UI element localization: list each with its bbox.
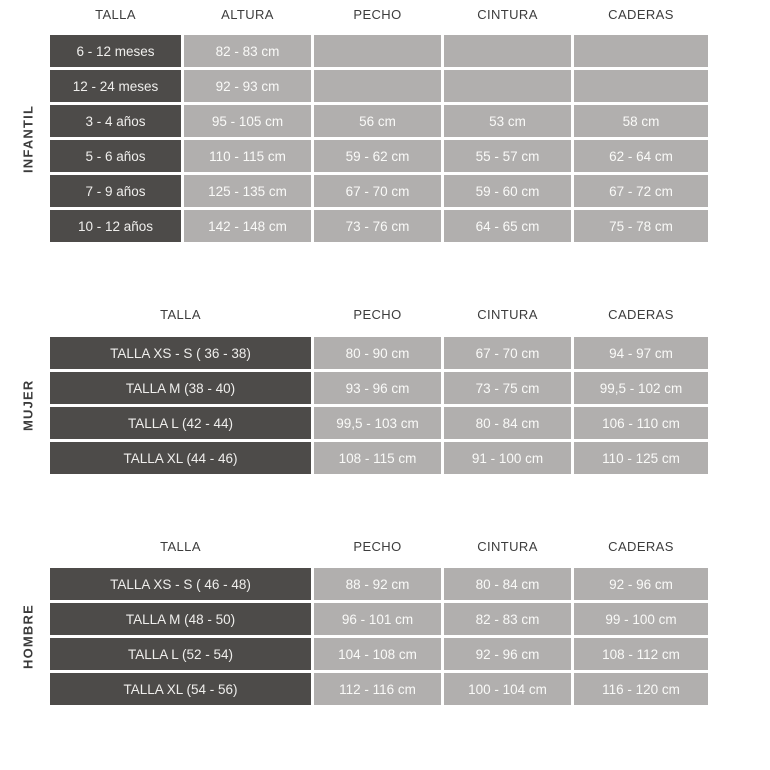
cell-value: 58 cm bbox=[574, 105, 708, 137]
cell-value: 62 - 64 cm bbox=[574, 140, 708, 172]
cell-value: 88 - 92 cm bbox=[314, 568, 441, 600]
cell-value: 67 - 72 cm bbox=[574, 175, 708, 207]
cell-value: 67 - 70 cm bbox=[444, 337, 571, 369]
header-pecho: PECHO bbox=[353, 6, 402, 22]
cell-talla: TALLA L (52 - 54) bbox=[50, 638, 311, 670]
cell-talla: 12 - 24 meses bbox=[50, 70, 181, 102]
header-caderas: CADERAS bbox=[608, 538, 674, 554]
cell-value: 64 - 65 cm bbox=[444, 210, 571, 242]
size-table-mujer bbox=[20, 305, 708, 474]
cell-value: 75 - 78 cm bbox=[574, 210, 708, 242]
cell-value: 59 - 62 cm bbox=[314, 140, 441, 172]
cell-talla: 3 - 4 años bbox=[50, 105, 181, 137]
cell-value: 100 - 104 cm bbox=[444, 673, 571, 705]
cell-value bbox=[444, 70, 571, 102]
cell-talla: TALLA M (38 - 40) bbox=[50, 372, 311, 404]
cell-talla: TALLA XS - S ( 36 - 38) bbox=[50, 337, 311, 369]
cell-value: 94 - 97 cm bbox=[574, 337, 708, 369]
cell-value: 59 - 60 cm bbox=[444, 175, 571, 207]
cell-value: 92 - 96 cm bbox=[574, 568, 708, 600]
cell-value: 95 - 105 cm bbox=[184, 105, 311, 137]
cell-value: 67 - 70 cm bbox=[314, 175, 441, 207]
cell-talla: TALLA XL (44 - 46) bbox=[50, 442, 311, 474]
cell-value: 56 cm bbox=[314, 105, 441, 137]
cell-value bbox=[574, 70, 708, 102]
header-talla: TALLA bbox=[95, 6, 136, 22]
header-caderas: CADERAS bbox=[608, 306, 674, 322]
column-headers bbox=[50, 537, 708, 555]
table-rows bbox=[50, 568, 708, 705]
table-rows bbox=[50, 337, 708, 474]
section-label-infantil: INFANTIL bbox=[20, 104, 36, 173]
cell-value: 110 - 115 cm bbox=[184, 140, 311, 172]
cell-value: 80 - 90 cm bbox=[314, 337, 441, 369]
cell-value: 82 - 83 cm bbox=[184, 35, 311, 67]
cell-talla: 6 - 12 meses bbox=[50, 35, 181, 67]
cell-value: 92 - 93 cm bbox=[184, 70, 311, 102]
header-pecho: PECHO bbox=[353, 538, 402, 554]
cell-value: 99,5 - 103 cm bbox=[314, 407, 441, 439]
cell-value: 55 - 57 cm bbox=[444, 140, 571, 172]
cell-value: 110 - 125 cm bbox=[574, 442, 708, 474]
cell-value: 104 - 108 cm bbox=[314, 638, 441, 670]
cell-value: 112 - 116 cm bbox=[314, 673, 441, 705]
cell-value: 108 - 112 cm bbox=[574, 638, 708, 670]
cell-value: 99 - 100 cm bbox=[574, 603, 708, 635]
cell-value: 73 - 76 cm bbox=[314, 210, 441, 242]
cell-value: 142 - 148 cm bbox=[184, 210, 311, 242]
column-headers bbox=[50, 5, 708, 23]
cell-talla: TALLA L (42 - 44) bbox=[50, 407, 311, 439]
cell-value: 82 - 83 cm bbox=[444, 603, 571, 635]
cell-value: 80 - 84 cm bbox=[444, 568, 571, 600]
cell-value: 53 cm bbox=[444, 105, 571, 137]
cell-value: 80 - 84 cm bbox=[444, 407, 571, 439]
cell-talla: 7 - 9 años bbox=[50, 175, 181, 207]
cell-talla: TALLA XL (54 - 56) bbox=[50, 673, 311, 705]
cell-value bbox=[314, 35, 441, 67]
header-altura: ALTURA bbox=[221, 6, 274, 22]
cell-value: 108 - 115 cm bbox=[314, 442, 441, 474]
cell-talla: TALLA M (48 - 50) bbox=[50, 603, 311, 635]
section-label-mujer: MUJER bbox=[20, 379, 36, 432]
cell-talla: 10 - 12 años bbox=[50, 210, 181, 242]
cell-value: 106 - 110 cm bbox=[574, 407, 708, 439]
section-label-hombre: HOMBRE bbox=[20, 604, 36, 669]
table-rows bbox=[50, 35, 708, 242]
cell-talla: TALLA XS - S ( 46 - 48) bbox=[50, 568, 311, 600]
size-table-infantil bbox=[20, 5, 708, 242]
cell-value: 125 - 135 cm bbox=[184, 175, 311, 207]
cell-talla: 5 - 6 años bbox=[50, 140, 181, 172]
cell-value: 116 - 120 cm bbox=[574, 673, 708, 705]
header-talla: TALLA bbox=[160, 538, 201, 554]
cell-value: 73 - 75 cm bbox=[444, 372, 571, 404]
cell-value: 92 - 96 cm bbox=[444, 638, 571, 670]
cell-value: 93 - 96 cm bbox=[314, 372, 441, 404]
cell-value: 99,5 - 102 cm bbox=[574, 372, 708, 404]
cell-value: 96 - 101 cm bbox=[314, 603, 441, 635]
header-talla: TALLA bbox=[160, 306, 201, 322]
cell-value: 91 - 100 cm bbox=[444, 442, 571, 474]
size-table-hombre bbox=[20, 537, 708, 705]
header-pecho: PECHO bbox=[353, 306, 402, 322]
header-cintura: CINTURA bbox=[477, 306, 538, 322]
header-cintura: CINTURA bbox=[477, 6, 538, 22]
cell-value bbox=[314, 70, 441, 102]
column-headers bbox=[50, 305, 708, 323]
cell-value bbox=[574, 35, 708, 67]
header-caderas: CADERAS bbox=[608, 6, 674, 22]
cell-value bbox=[444, 35, 571, 67]
header-cintura: CINTURA bbox=[477, 538, 538, 554]
